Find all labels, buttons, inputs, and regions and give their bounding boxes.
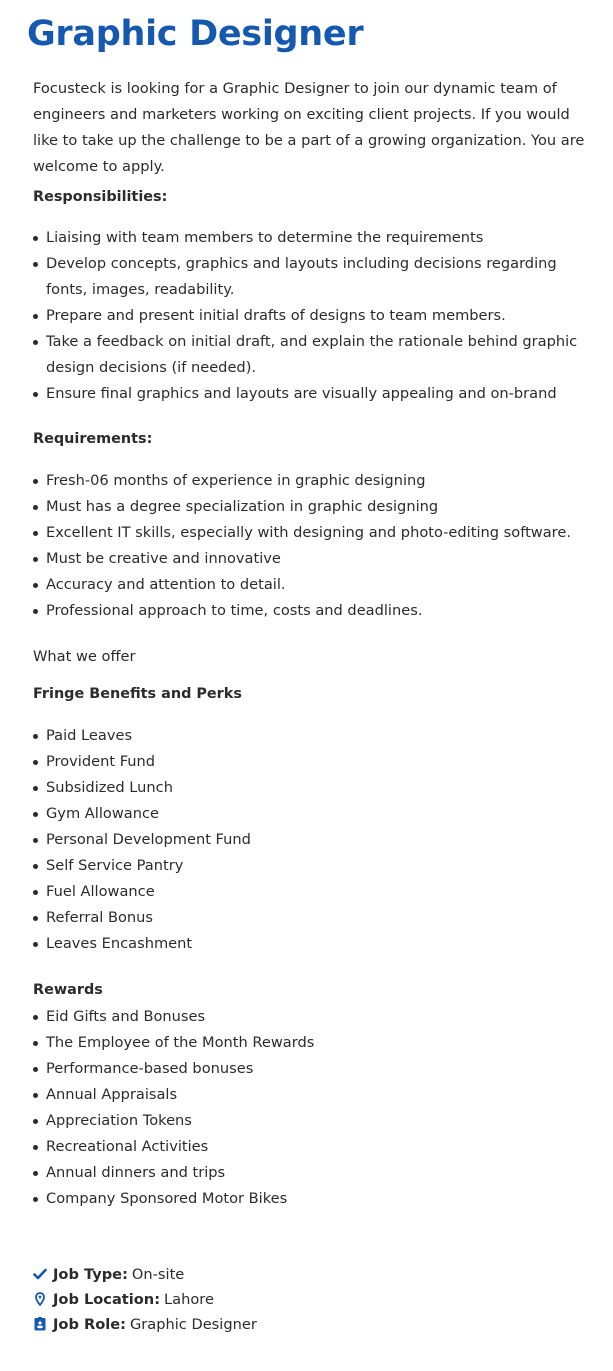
list-item: Accuracy and attention to detail.: [46, 572, 594, 598]
job-role-label: Job Role:: [53, 1315, 126, 1333]
job-location-row: [33, 1288, 214, 1310]
list-item: Appreciation Tokens: [46, 1108, 594, 1134]
list-item: Must be creative and innovative: [46, 546, 594, 572]
list-item: Leaves Encashment: [46, 931, 594, 957]
list-item: Professional approach to time, costs and deadlines.: [46, 598, 594, 624]
job-type-row: [33, 1263, 184, 1285]
benefits-list: [46, 723, 594, 957]
list-item: Ensure final graphics and layouts are visually appealing and on-brand: [46, 381, 594, 407]
list-item: The Employee of the Month Rewards: [46, 1030, 594, 1056]
responsibilities-heading: Responsibilities:: [33, 189, 168, 205]
list-item: Prepare and present initial drafts of designs to team members.: [46, 303, 594, 329]
list-item: Excellent IT skills, especially with designing and photo-editing software.: [46, 520, 594, 546]
list-item: Provident Fund: [46, 749, 594, 775]
job-type-label: Job Type:: [53, 1265, 128, 1283]
rewards-list: [46, 1004, 594, 1212]
rewards-heading: Rewards: [33, 982, 103, 998]
list-item: Paid Leaves: [46, 723, 594, 749]
id-badge-icon: [33, 1316, 47, 1332]
list-item: Develop concepts, graphics and layouts including decisions regarding fonts, images, readability.: [46, 251, 594, 303]
check-icon: [33, 1266, 47, 1282]
list-item: Performance-based bonuses: [46, 1056, 594, 1082]
list-item: Take a feedback on initial draft, and explain the rationale behind graphic design decisions (if needed).: [46, 329, 594, 381]
list-item: Must has a degree specialization in graphic designing: [46, 494, 594, 520]
job-role-value: Graphic Designer: [129, 1315, 257, 1333]
page-title: Graphic Designer: [27, 14, 364, 54]
list-item: Recreational Activities: [46, 1134, 594, 1160]
list-item: Fresh-06 months of experience in graphic designing: [46, 468, 594, 494]
offer-text: What we offer: [33, 648, 136, 665]
list-item: Annual Appraisals: [46, 1082, 594, 1108]
intro-paragraph: Focusteck is looking for a Graphic Designer to join our dynamic team of engineers and marketers working on exciting client projects. If you would like to take up the challenge to be a part of a growing organization. You are welcome to apply.: [33, 80, 585, 175]
map-pin-icon: [33, 1291, 47, 1307]
requirements-list: [46, 468, 594, 624]
list-item: Gym Allowance: [46, 801, 594, 827]
job-location-value: Lahore: [164, 1290, 214, 1308]
responsibilities-list: [46, 225, 594, 407]
list-item: Fuel Allowance: [46, 879, 594, 905]
list-item: Annual dinners and trips: [46, 1160, 594, 1186]
requirements-heading: Requirements:: [33, 431, 153, 447]
list-item: Self Service Pantry: [46, 853, 594, 879]
job-type-value: On-site: [131, 1265, 185, 1283]
list-item: Referral Bonus: [46, 905, 594, 931]
list-item: Personal Development Fund: [46, 827, 594, 853]
list-item: Company Sponsored Motor Bikes: [46, 1186, 594, 1212]
benefits-heading: Fringe Benefits and Perks: [33, 686, 242, 702]
job-role-row: [33, 1313, 257, 1335]
list-item: Liaising with team members to determine the requirements: [46, 225, 594, 251]
list-item: Subsidized Lunch: [46, 775, 594, 801]
list-item: Eid Gifts and Bonuses: [46, 1004, 594, 1030]
job-location-label: Job Location:: [53, 1290, 161, 1308]
